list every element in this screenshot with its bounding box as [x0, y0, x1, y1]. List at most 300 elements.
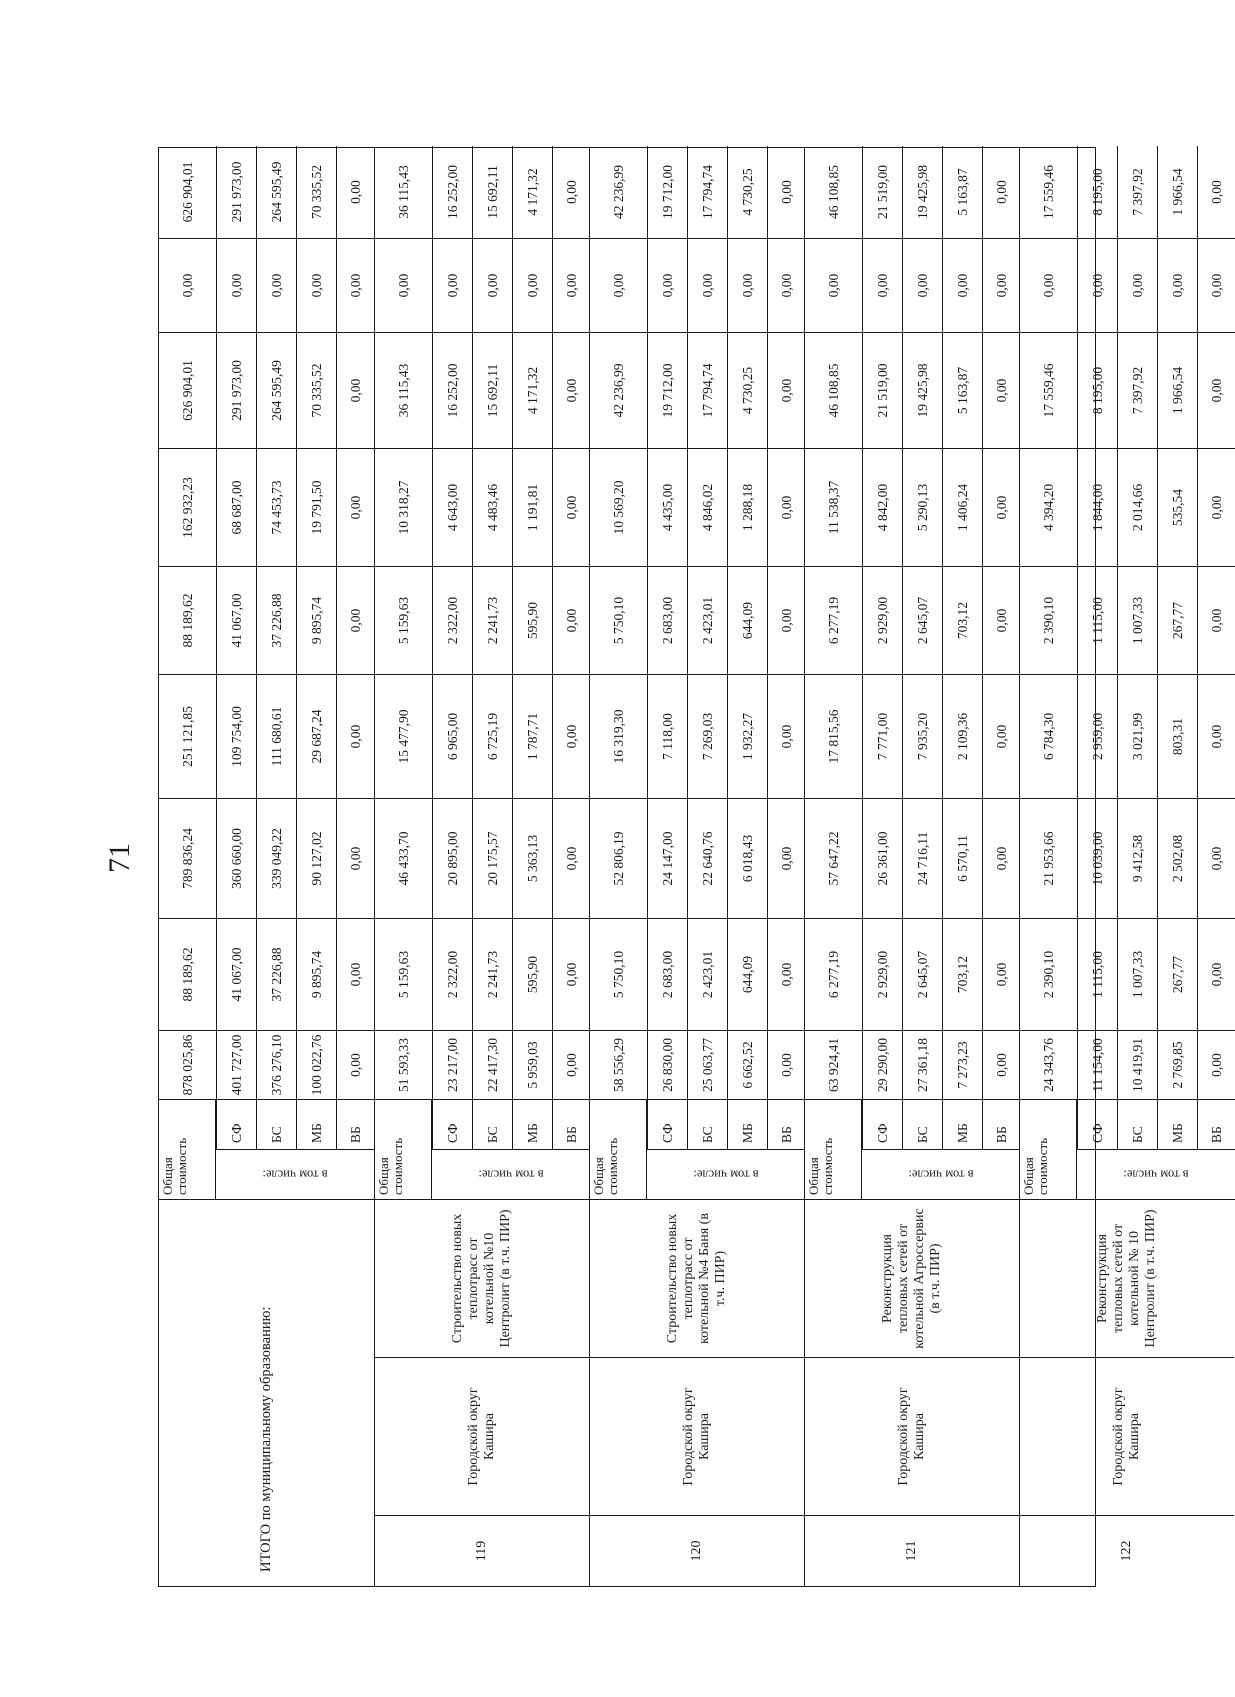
- value-cell: 0,00: [728, 239, 767, 333]
- summary-block: [159, 148, 374, 1586]
- value-cell: 36 115,43: [375, 146, 432, 239]
- project-block: [1019, 148, 1234, 1586]
- including-label: [432, 1150, 590, 1200]
- value-cell: 0,00: [217, 239, 256, 333]
- value-cell: 23 217,00: [433, 1031, 472, 1100]
- value-cell: 2 423,01: [688, 567, 727, 675]
- source-row: [336, 146, 374, 1150]
- value-cell: 0,00: [553, 239, 590, 333]
- value-cell: 22 640,76: [688, 799, 727, 919]
- value-cell: 41 067,00: [217, 919, 256, 1031]
- source-code: БС: [1118, 1100, 1157, 1150]
- source-code: СФ: [863, 1100, 902, 1150]
- value-cell: 0,00: [433, 239, 472, 333]
- value-cell: 19 712,00: [648, 146, 687, 239]
- value-cell: 2 241,73: [473, 919, 512, 1031]
- value-cell: 46 108,85: [805, 146, 862, 239]
- value-cell: 16 252,00: [433, 333, 472, 449]
- source-row: [862, 146, 902, 1150]
- value-cell: 0,00: [768, 919, 805, 1031]
- value-cell: 16 319,30: [590, 675, 647, 799]
- value-cell: 0,00: [553, 146, 590, 239]
- value-cell: 7 771,00: [863, 675, 902, 799]
- value-cell: 24 716,11: [903, 799, 942, 919]
- value-cell: 27 361,18: [903, 1031, 942, 1100]
- source-code: ВБ: [983, 1100, 1020, 1150]
- value-cell: 0,00: [1198, 449, 1235, 567]
- value-cell: 15 477,90: [375, 675, 432, 799]
- value-cell: 535,54: [1158, 449, 1197, 567]
- value-cell: 0,00: [983, 675, 1020, 799]
- source-code: СФ: [217, 1100, 256, 1150]
- value-cell: 0,00: [553, 799, 590, 919]
- project-name: Строительство новых теплотрасс от котельной №4 Баня (в т.ч. ПИР): [590, 1200, 804, 1358]
- including-label: [862, 1150, 1020, 1200]
- value-cell: 21 953,66: [1020, 799, 1077, 919]
- value-cell: 111 680,61: [257, 675, 296, 799]
- value-cell: 74 453,73: [257, 449, 296, 567]
- value-cell: 6 277,19: [805, 567, 862, 675]
- value-cell: 15 692,11: [473, 333, 512, 449]
- value-cell: 789 836,24: [159, 799, 216, 919]
- source-code: МБ: [728, 1100, 767, 1150]
- value-cell: 0,00: [768, 675, 805, 799]
- value-cell: 2 502,08: [1158, 799, 1197, 919]
- including-label: [216, 1150, 374, 1200]
- value-cell: 11 154,00: [1078, 1031, 1117, 1100]
- value-cell: 644,09: [728, 919, 767, 1031]
- value-cell: 2 645,07: [903, 567, 942, 675]
- value-cell: 0,00: [805, 239, 862, 333]
- value-cell: 19 425,98: [903, 146, 942, 239]
- source-row: [767, 146, 805, 1150]
- value-cell: 36 115,43: [375, 333, 432, 449]
- value-cell: 0,00: [297, 239, 336, 333]
- value-cell: 10 569,20: [590, 449, 647, 567]
- value-cell: 17 815,56: [805, 675, 862, 799]
- source-code: СФ: [1078, 1100, 1117, 1150]
- total-cost-label: Общая стоимость: [159, 1100, 216, 1200]
- value-cell: 70 335,52: [297, 333, 336, 449]
- project-municipality: Городской округ Кашира: [805, 1358, 1019, 1516]
- value-cell: 595,90: [513, 919, 552, 1031]
- value-cell: 0,00: [1020, 239, 1077, 333]
- value-cell: 1 932,27: [728, 675, 767, 799]
- project-name: Строительство новых теплотрасс от котельной №10 Центролит (в т.ч. ПИР): [375, 1200, 589, 1358]
- value-cell: 100 022,76: [297, 1031, 336, 1100]
- value-cell: 0,00: [983, 1031, 1020, 1100]
- value-cell: 19 425,98: [903, 333, 942, 449]
- value-cell: 7 935,20: [903, 675, 942, 799]
- total-row: [805, 146, 862, 1100]
- value-cell: 5 163,87: [943, 146, 982, 239]
- project-name: Реконструкция тепловых сетей от котельной Агроссервис (в т.ч. ПИР): [805, 1200, 1019, 1358]
- value-cell: 339 049,22: [257, 799, 296, 919]
- value-cell: 70 335,52: [297, 146, 336, 239]
- value-cell: 41 067,00: [217, 567, 256, 675]
- value-cell: 6 570,11: [943, 799, 982, 919]
- source-row: [1197, 146, 1235, 1150]
- source-row: [552, 146, 590, 1150]
- value-cell: 17 559,46: [1020, 146, 1077, 239]
- value-cell: 0,00: [257, 239, 296, 333]
- value-cell: 10 318,27: [375, 449, 432, 567]
- value-cell: 20 175,57: [473, 799, 512, 919]
- value-cell: 26 361,00: [863, 799, 902, 919]
- value-cell: 0,00: [337, 675, 374, 799]
- value-cell: 46 108,85: [805, 333, 862, 449]
- value-cell: 88 189,62: [159, 919, 216, 1031]
- value-cell: 0,00: [768, 333, 805, 449]
- value-cell: 2 645,07: [903, 919, 942, 1031]
- value-cell: 5 163,87: [943, 333, 982, 449]
- value-cell: 0,00: [553, 675, 590, 799]
- value-cell: 0,00: [159, 239, 216, 333]
- value-cell: 6 965,00: [433, 675, 472, 799]
- value-cell: 0,00: [337, 919, 374, 1031]
- value-cell: 21 519,00: [863, 333, 902, 449]
- value-cell: 16 252,00: [433, 146, 472, 239]
- value-cell: 1 966,54: [1158, 333, 1197, 449]
- source-row: [432, 146, 472, 1150]
- value-cell: 4 171,32: [513, 146, 552, 239]
- value-cell: 7 397,92: [1118, 333, 1157, 449]
- value-cell: 595,90: [513, 567, 552, 675]
- including-text: в том числе:: [262, 1168, 328, 1182]
- source-code: СФ: [648, 1100, 687, 1150]
- value-cell: 0,00: [1198, 146, 1235, 239]
- value-cell: 264 595,49: [257, 146, 296, 239]
- value-cell: 803,31: [1158, 675, 1197, 799]
- project-number: 122: [1119, 1540, 1134, 1562]
- project-municipality: Городской округ Кашира: [1020, 1358, 1234, 1516]
- source-row: [942, 146, 982, 1150]
- value-cell: 0,00: [943, 239, 982, 333]
- project-number: 121: [904, 1540, 919, 1562]
- project-number: 119: [474, 1540, 489, 1562]
- value-cell: 0,00: [590, 239, 647, 333]
- value-cell: 703,12: [943, 567, 982, 675]
- value-cell: 15 692,11: [473, 146, 512, 239]
- value-cell: 68 687,00: [217, 449, 256, 567]
- value-cell: 267,77: [1158, 567, 1197, 675]
- value-cell: 4 730,25: [728, 146, 767, 239]
- value-cell: 0,00: [473, 239, 512, 333]
- value-cell: 24 343,76: [1020, 1031, 1077, 1100]
- value-cell: 2 322,00: [433, 567, 472, 675]
- value-cell: 2 929,00: [863, 919, 902, 1031]
- value-cell: 0,00: [983, 919, 1020, 1031]
- source-row: [472, 146, 512, 1150]
- source-row: [647, 146, 687, 1150]
- value-cell: 2 390,10: [1020, 567, 1077, 675]
- value-cell: 0,00: [768, 1031, 805, 1100]
- value-cell: 88 189,62: [159, 567, 216, 675]
- value-cell: 6 725,19: [473, 675, 512, 799]
- value-cell: 4 394,20: [1020, 449, 1077, 567]
- value-cell: 2 959,00: [1078, 675, 1117, 799]
- value-cell: 626 904,01: [159, 333, 216, 449]
- value-cell: 10 419,91: [1118, 1031, 1157, 1100]
- value-cell: 17 559,46: [1020, 333, 1077, 449]
- value-cell: 0,00: [337, 567, 374, 675]
- value-cell: 90 127,02: [297, 799, 336, 919]
- value-cell: 0,00: [983, 239, 1020, 333]
- project-block: [374, 148, 589, 1586]
- value-cell: 0,00: [337, 239, 374, 333]
- value-cell: 0,00: [1158, 239, 1197, 333]
- source-row: [1117, 146, 1157, 1150]
- value-cell: 0,00: [1198, 1031, 1235, 1100]
- value-cell: 5 159,63: [375, 919, 432, 1031]
- including-label: [647, 1150, 805, 1200]
- value-cell: 9 895,74: [297, 567, 336, 675]
- value-cell: 401 727,00: [217, 1031, 256, 1100]
- value-cell: 644,09: [728, 567, 767, 675]
- value-cell: 2 683,00: [648, 567, 687, 675]
- value-cell: 1 191,81: [513, 449, 552, 567]
- value-cell: 291 973,00: [217, 333, 256, 449]
- including-text: в том числе:: [478, 1168, 544, 1182]
- value-cell: 8 195,00: [1078, 146, 1117, 239]
- value-cell: 162 932,23: [159, 449, 216, 567]
- value-cell: 0,00: [337, 146, 374, 239]
- project-number: 120: [689, 1540, 704, 1562]
- value-cell: 0,00: [553, 567, 590, 675]
- value-cell: 4 846,02: [688, 449, 727, 567]
- value-cell: 3 021,99: [1118, 675, 1157, 799]
- value-cell: 0,00: [1198, 799, 1235, 919]
- source-row: [1077, 146, 1117, 1150]
- value-cell: 6 018,43: [728, 799, 767, 919]
- value-cell: 2 014,66: [1118, 449, 1157, 567]
- value-cell: 21 519,00: [863, 146, 902, 239]
- value-cell: 42 236,99: [590, 146, 647, 239]
- value-cell: 6 277,19: [805, 919, 862, 1031]
- value-cell: 0,00: [337, 1031, 374, 1100]
- value-cell: 251 121,85: [159, 675, 216, 799]
- value-cell: 0,00: [553, 333, 590, 449]
- value-cell: 9 412,58: [1118, 799, 1157, 919]
- total-cost-label: Общая стоимость: [805, 1100, 862, 1200]
- value-cell: 0,00: [337, 333, 374, 449]
- value-cell: 0,00: [983, 333, 1020, 449]
- source-code: БС: [473, 1100, 512, 1150]
- value-cell: 0,00: [768, 146, 805, 239]
- project-municipality: Городской округ Кашира: [590, 1358, 804, 1516]
- value-cell: 7 397,92: [1118, 146, 1157, 239]
- value-cell: 4 435,00: [648, 449, 687, 567]
- value-cell: 2 241,73: [473, 567, 512, 675]
- value-cell: 57 647,22: [805, 799, 862, 919]
- project-municipality: Городской округ Кашира: [375, 1358, 589, 1516]
- source-row: [687, 146, 727, 1150]
- total-row: [375, 146, 432, 1100]
- value-cell: 19 791,50: [297, 449, 336, 567]
- value-cell: 0,00: [768, 239, 805, 333]
- value-cell: 2 683,00: [648, 919, 687, 1031]
- value-cell: 0,00: [983, 449, 1020, 567]
- value-cell: 5 363,13: [513, 799, 552, 919]
- value-cell: 25 063,77: [688, 1031, 727, 1100]
- value-cell: 0,00: [1198, 675, 1235, 799]
- value-cell: 8 195,00: [1078, 333, 1117, 449]
- total-cost-label: Общая стоимость: [1020, 1100, 1077, 1200]
- source-code: БС: [688, 1100, 727, 1150]
- value-cell: 9 895,74: [297, 919, 336, 1031]
- value-cell: 376 276,10: [257, 1031, 296, 1100]
- source-row: [727, 146, 767, 1150]
- summary-title: ИТОГО по муниципальному образованию:: [258, 1306, 274, 1572]
- value-cell: 0,00: [553, 449, 590, 567]
- value-cell: 2 769,85: [1158, 1031, 1197, 1100]
- value-cell: 0,00: [1078, 239, 1117, 333]
- value-cell: 5 959,03: [513, 1031, 552, 1100]
- value-cell: 0,00: [863, 239, 902, 333]
- value-cell: 2 423,01: [688, 919, 727, 1031]
- value-cell: 58 556,29: [590, 1031, 647, 1100]
- value-cell: 63 924,41: [805, 1031, 862, 1100]
- value-cell: 0,00: [903, 239, 942, 333]
- value-cell: 0,00: [983, 146, 1020, 239]
- source-code: ВБ: [337, 1100, 374, 1150]
- value-cell: 0,00: [337, 799, 374, 919]
- page-number: 71: [103, 843, 136, 873]
- total-cost-label: Общая стоимость: [375, 1100, 432, 1200]
- value-cell: 7 273,23: [943, 1031, 982, 1100]
- value-cell: 2 322,00: [433, 919, 472, 1031]
- value-cell: 26 830,00: [648, 1031, 687, 1100]
- source-code: МБ: [513, 1100, 552, 1150]
- value-cell: 22 417,30: [473, 1031, 512, 1100]
- source-row: [982, 146, 1020, 1150]
- source-code: ВБ: [1198, 1100, 1235, 1150]
- value-cell: 0,00: [768, 449, 805, 567]
- value-cell: 4 483,46: [473, 449, 512, 567]
- value-cell: 0,00: [1198, 567, 1235, 675]
- including-text: в том числе:: [908, 1168, 974, 1182]
- project-name: Реконструкция тепловых сетей от котельной № 10 Центролит (в т.ч. ПИР): [1020, 1200, 1234, 1358]
- project-block: [589, 148, 804, 1586]
- source-row: [1157, 146, 1197, 1150]
- value-cell: 2 390,10: [1020, 919, 1077, 1031]
- including-label: [1077, 1150, 1235, 1200]
- source-row: [256, 146, 296, 1150]
- including-text: в том числе:: [1123, 1168, 1189, 1182]
- value-cell: 5 290,13: [903, 449, 942, 567]
- source-row: [296, 146, 336, 1150]
- value-cell: 5 159,63: [375, 567, 432, 675]
- value-cell: 7 118,00: [648, 675, 687, 799]
- value-cell: 51 593,33: [375, 1031, 432, 1100]
- value-cell: 0,00: [1198, 919, 1235, 1031]
- value-cell: 267,77: [1158, 919, 1197, 1031]
- value-cell: 0,00: [513, 239, 552, 333]
- value-cell: 1 844,00: [1078, 449, 1117, 567]
- value-cell: 6 784,30: [1020, 675, 1077, 799]
- value-cell: 11 538,37: [805, 449, 862, 567]
- value-cell: 0,00: [1198, 239, 1235, 333]
- value-cell: 52 806,19: [590, 799, 647, 919]
- value-cell: 4 171,32: [513, 333, 552, 449]
- source-code: СФ: [433, 1100, 472, 1150]
- value-cell: 0,00: [553, 1031, 590, 1100]
- value-cell: 1 007,33: [1118, 919, 1157, 1031]
- value-cell: 0,00: [768, 567, 805, 675]
- value-cell: 7 269,03: [688, 675, 727, 799]
- value-cell: 878 025,86: [159, 1031, 216, 1100]
- value-cell: 4 730,25: [728, 333, 767, 449]
- value-cell: 2 929,00: [863, 567, 902, 675]
- source-row: [216, 146, 256, 1150]
- value-cell: 264 595,49: [257, 333, 296, 449]
- total-row: [590, 146, 647, 1100]
- including-text: в том числе:: [693, 1168, 759, 1182]
- source-row: [512, 146, 552, 1150]
- value-cell: 29 290,00: [863, 1031, 902, 1100]
- value-cell: 109 754,00: [217, 675, 256, 799]
- total-cost-label: Общая стоимость: [590, 1100, 647, 1200]
- value-cell: 1 966,54: [1158, 146, 1197, 239]
- value-cell: 360 660,00: [217, 799, 256, 919]
- value-cell: 4 643,00: [433, 449, 472, 567]
- value-cell: 29 687,24: [297, 675, 336, 799]
- value-cell: 1 406,24: [943, 449, 982, 567]
- value-cell: 1 787,71: [513, 675, 552, 799]
- project-block: [804, 148, 1019, 1586]
- value-cell: 0,00: [553, 919, 590, 1031]
- value-cell: 5 750,10: [590, 567, 647, 675]
- source-code: ВБ: [768, 1100, 805, 1150]
- value-cell: 10 039,00: [1078, 799, 1117, 919]
- source-code: ВБ: [553, 1100, 590, 1150]
- value-cell: 0,00: [1118, 239, 1157, 333]
- value-cell: 0,00: [375, 239, 432, 333]
- source-code: МБ: [1158, 1100, 1197, 1150]
- value-cell: 0,00: [648, 239, 687, 333]
- value-cell: 0,00: [983, 799, 1020, 919]
- source-code: МБ: [943, 1100, 982, 1150]
- value-cell: 4 842,00: [863, 449, 902, 567]
- source-code: БС: [903, 1100, 942, 1150]
- value-cell: 5 750,10: [590, 919, 647, 1031]
- value-cell: 703,12: [943, 919, 982, 1031]
- value-cell: 1 115,00: [1078, 919, 1117, 1031]
- value-cell: 0,00: [983, 567, 1020, 675]
- value-cell: 42 236,99: [590, 333, 647, 449]
- value-cell: 0,00: [337, 449, 374, 567]
- value-cell: 1 007,33: [1118, 567, 1157, 675]
- source-code: МБ: [297, 1100, 336, 1150]
- value-cell: 0,00: [768, 799, 805, 919]
- value-cell: 291 973,00: [217, 146, 256, 239]
- value-cell: 37 226,88: [257, 919, 296, 1031]
- value-cell: 6 662,52: [728, 1031, 767, 1100]
- financing-table: [158, 147, 1224, 1587]
- value-cell: 2 109,36: [943, 675, 982, 799]
- total-row: [1020, 146, 1077, 1100]
- value-cell: 17 794,74: [688, 146, 727, 239]
- value-cell: 20 895,00: [433, 799, 472, 919]
- value-cell: 19 712,00: [648, 333, 687, 449]
- value-cell: 24 147,00: [648, 799, 687, 919]
- value-cell: 46 433,70: [375, 799, 432, 919]
- source-row: [902, 146, 942, 1150]
- value-cell: 0,00: [1198, 333, 1235, 449]
- value-cell: 626 904,01: [159, 146, 216, 239]
- value-cell: 0,00: [688, 239, 727, 333]
- value-cell: 17 794,74: [688, 333, 727, 449]
